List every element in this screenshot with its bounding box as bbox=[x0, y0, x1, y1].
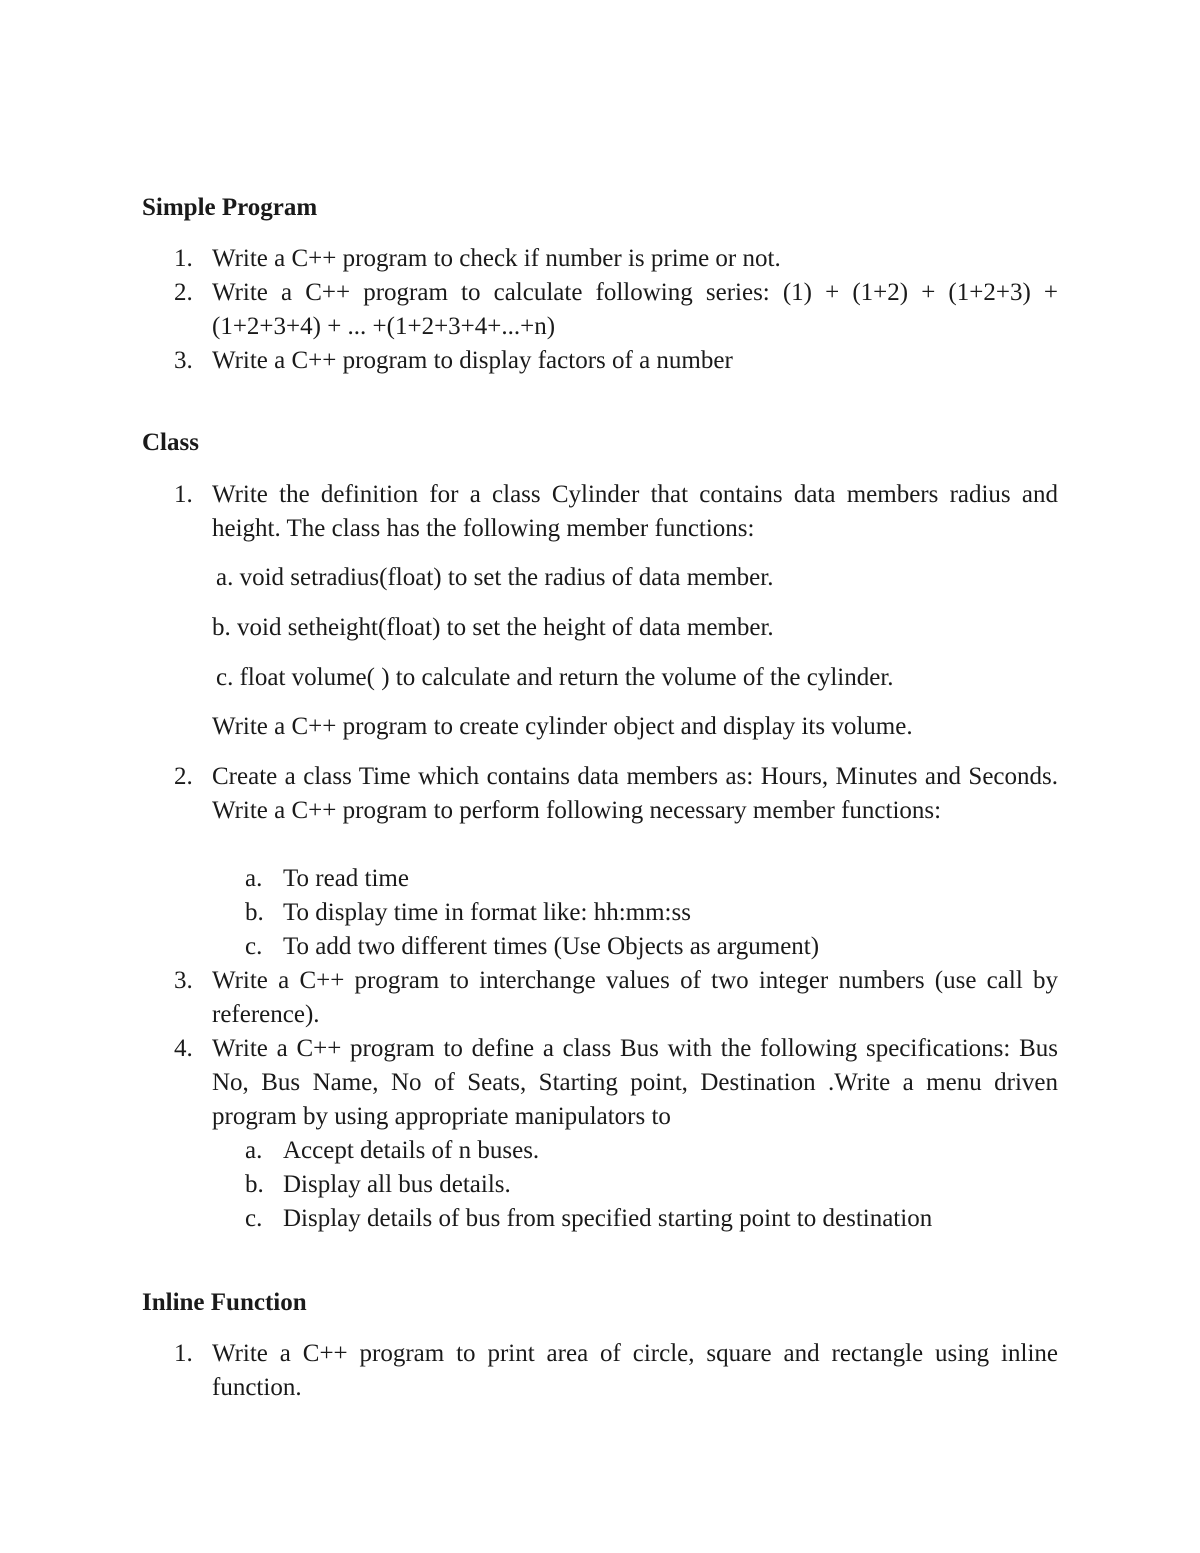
item-text: Write a C++ program to calculate following series: (1) + (1+2) + (1+2+3) + (1+2+3+4) + ... +(1+2+3+4+...+n) bbox=[212, 279, 1058, 340]
sub-item-letter: b. bbox=[245, 899, 264, 926]
member-function-b: b. void setheight(float) to set the height of data member. bbox=[212, 614, 774, 641]
item-text: Write a C++ program to display factors of a number bbox=[212, 347, 733, 374]
sub-item-text: To read time bbox=[283, 865, 409, 892]
item-number: 2. bbox=[174, 279, 193, 306]
sub-item-text: Accept details of n buses. bbox=[283, 1137, 540, 1164]
sub-item-text: To display time in format like: hh:mm:ss bbox=[283, 899, 691, 926]
sub-item-letter: b. bbox=[245, 1171, 264, 1198]
member-function-c: c. float volume( ) to calculate and return the volume of the cylinder. bbox=[216, 664, 894, 691]
sub-item-letter: c. bbox=[245, 933, 263, 960]
item-text: Write a C++ program to print area of circle, square and rectangle using inline function. bbox=[212, 1340, 1058, 1401]
item-number: 4. bbox=[174, 1035, 193, 1062]
item-number: 1. bbox=[174, 245, 193, 272]
sub-item-text: Display all bus details. bbox=[283, 1171, 511, 1198]
sub-item-letter: a. bbox=[245, 1137, 263, 1164]
item-number: 3. bbox=[174, 967, 193, 994]
item-text: Create a class Time which contains data members as: Hours, Minutes and Seconds. Write a C++ program to perform following necessary member functions: bbox=[212, 763, 1058, 824]
section-heading-inline-function: Inline Function bbox=[142, 1289, 307, 1316]
sub-item-text: To add two different times (Use Objects as argument) bbox=[283, 933, 820, 960]
item-number: 1. bbox=[174, 1340, 193, 1367]
item-text: Write a C++ program to define a class Bus with the following specifications: Bus No, Bus Name, No of Seats, Starting point, Destination .Write a menu driven program by using appropriate manipulators to bbox=[212, 1035, 1058, 1130]
section-heading-class: Class bbox=[142, 429, 199, 456]
member-function-a: a. void setradius(float) to set the radius of data member. bbox=[216, 564, 774, 591]
item-number: 2. bbox=[174, 763, 193, 790]
item-text: Write a C++ program to interchange values of two integer numbers (use call by reference). bbox=[212, 967, 1058, 1028]
sub-item-letter: a. bbox=[245, 865, 263, 892]
sub-item-text: Display details of bus from specified starting point to destination bbox=[283, 1205, 933, 1232]
question-closing-text: Write a C++ program to create cylinder object and display its volume. bbox=[212, 713, 913, 740]
sub-item-letter: c. bbox=[245, 1205, 263, 1232]
item-text: Write a C++ program to check if number is prime or not. bbox=[212, 245, 781, 272]
item-number: 1. bbox=[174, 481, 193, 508]
item-text: Write the definition for a class Cylinder that contains data members radius and height. The class has the following member functions: bbox=[212, 481, 1058, 542]
item-number: 3. bbox=[174, 347, 193, 374]
section-heading-simple-program: Simple Program bbox=[142, 194, 318, 221]
